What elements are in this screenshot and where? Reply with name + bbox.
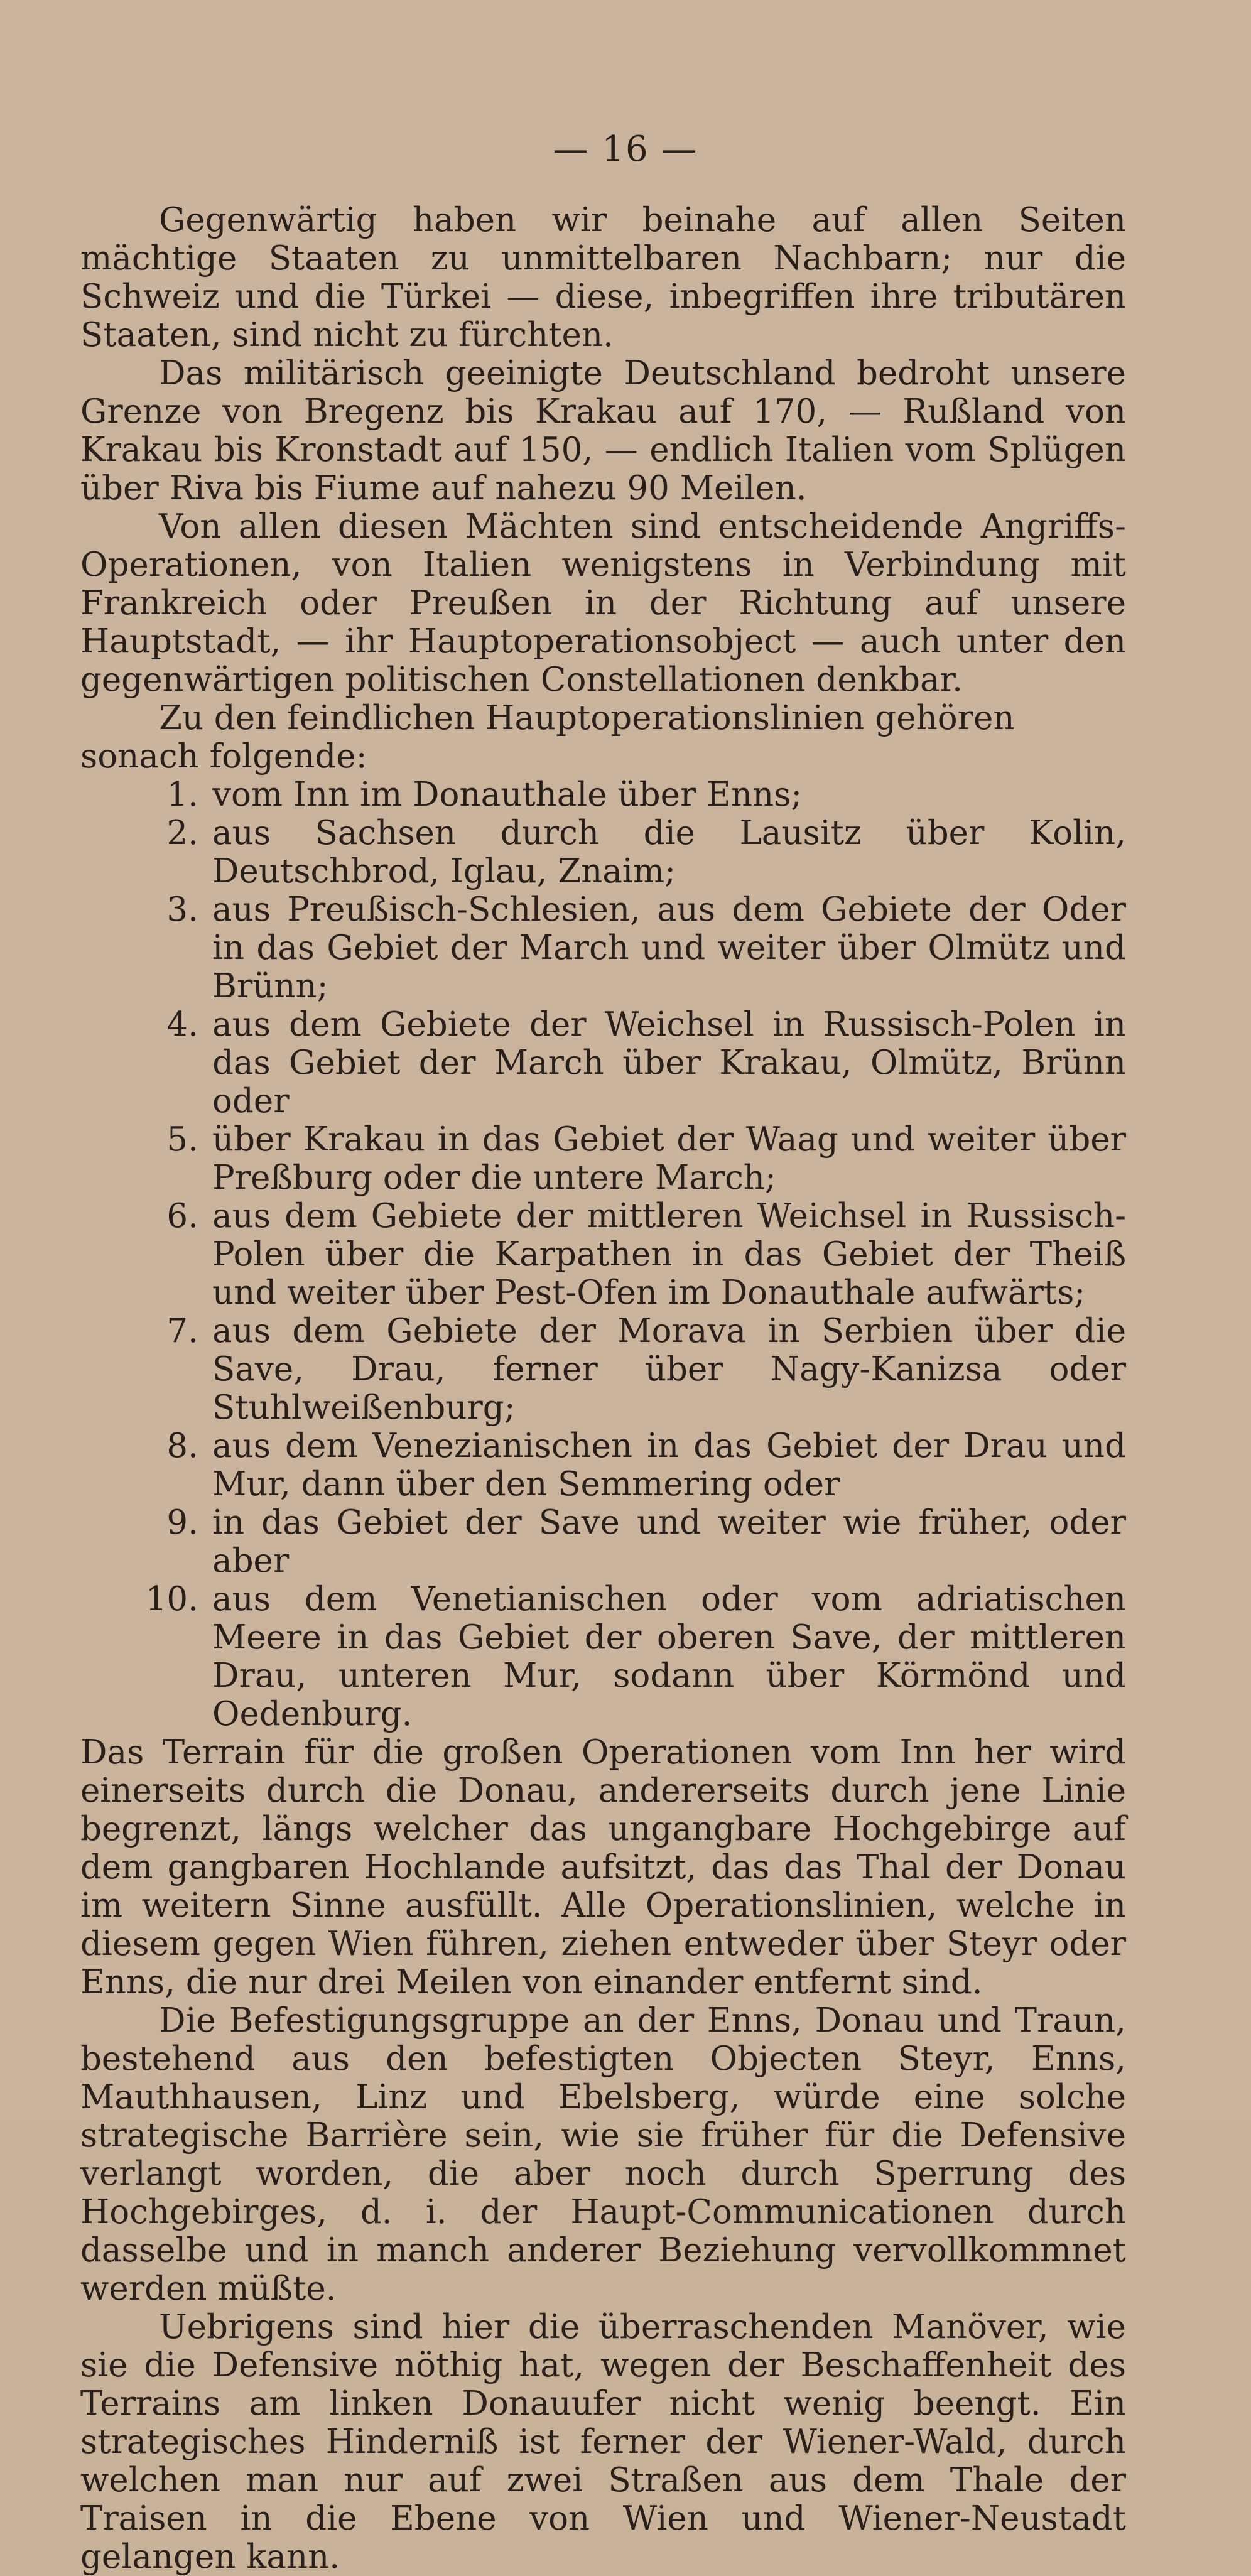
list-item-text: aus Preußisch-Schlesien, aus dem Gebiete der Oder in das Gebiet der March und weiter über Olmütz und Brünn; [212, 890, 1126, 1005]
list-item [80, 776, 1126, 814]
list-item-text: aus dem Gebiete der Morava in Serbien über die Save, Drau, ferner über Nagy-Kanizsa oder Stuhlweißenburg; [212, 1312, 1126, 1427]
list-item [80, 1120, 1126, 1197]
paragraph-fortifications: Die Befestigungsgruppe an der Enns, Donau und Traun, bestehend aus den befestigten Objecten Steyr, Enns, Mauthhausen, Linz und Ebelsberg, würde eine solche strategische Barrière sein, wie sie früher für die Defensive verlangt worden, die aber noch durch Sperrung des Hochgebirges, d. i. der Haupt-Communicationen durch dasselbe und in manch anderer Beziehung vervollkommnet werden müßte. [80, 2001, 1126, 2308]
paragraph-borders: Das militärisch geeinigte Deutschland bedroht unsere Grenze von Bregenz bis Krakau auf 170, — Rußland von Krakau bis Kronstadt auf 150, — endlich Italien vom Splügen über Riva bis Fiume auf nahezu 90 Meilen. [80, 354, 1126, 507]
list-item [80, 1197, 1126, 1312]
list-item-number: 3. [166, 890, 198, 929]
paragraph-neighbors: Gegenwärtig haben wir beinahe auf allen Seiten mächtige Staaten zu unmittelbaren Nachbarn; nur die Schweiz und die Türkei — diese, inbegriffen ihre tributären Staaten, sind nicht zu fürchten. [80, 201, 1126, 354]
list-item-number: 2. [166, 814, 198, 852]
list-item-text: über Krakau in das Gebiet der Waag und weiter über Preßburg oder die untere March; [212, 1120, 1126, 1197]
paragraph-manoeuvres: Uebrigens sind hier die überraschenden Manöver, wie sie die Defensive nöthig hat, wegen der Beschaffenheit des Terrains am linken Donauufer nicht wenig beengt. Ein strategisches Hinderniß ist ferner der Wiener-Wald, durch welchen man nur auf zwei Straßen aus dem Thale der Traisen in die Ebene von Wien und Wiener-Neustadt gelangen kann. [80, 2308, 1126, 2576]
list-item-text: in das Gebiet der Save und weiter wie früher, oder aber [212, 1503, 1126, 1580]
list-item-number: 4. [166, 1005, 198, 1044]
list-item [80, 1427, 1126, 1503]
list-item-text: aus Sachsen durch die Lausitz über Kolin, Deutschbrod, Iglau, Znaim; [212, 814, 1126, 890]
paragraph-attack-operations: Von allen diesen Mächten sind entscheidende Angriffs-Operationen, von Italien wenigstens in Verbindung mit Frankreich oder Preußen in der Richtung auf unsere Hauptstadt, — ihr Hauptoperationsobject — auch unter den gegenwärtigen politischen Constellationen denkbar. [80, 507, 1126, 699]
list-item [80, 1005, 1126, 1120]
list-item [80, 1503, 1126, 1580]
list-item-number: 6. [166, 1197, 198, 1235]
list-item-number: 7. [166, 1312, 198, 1350]
page-text [80, 201, 1126, 2576]
operation-lines-intro: Zu den feindlichen Hauptoperationslinien gehören sonach folgende: [80, 699, 1015, 776]
list-item [80, 814, 1126, 890]
list-item-number: 10. [145, 1580, 198, 1618]
list-item-text: aus dem Gebiete der Weichsel in Russisch-Polen in das Gebiet der March über Krakau, Olmütz, Brünn oder [212, 1005, 1126, 1120]
list-item [80, 1312, 1126, 1427]
list-item-text: aus dem Venetianischen oder vom adriatischen Meere in das Gebiet der oberen Save, der mittleren Drau, unteren Mur, sodann über Körmönd und Oedenburg. [212, 1580, 1126, 1733]
operation-lines-list [80, 776, 1126, 1733]
list-item-number: 5. [166, 1120, 198, 1159]
list-item [80, 890, 1126, 1005]
list-item-text: aus dem Gebiete der mittleren Weichsel in Russisch-Polen über die Karpathen in das Gebiet der Theiß und weiter über Pest-Ofen im Donauthale aufwärts; [212, 1197, 1126, 1312]
list-item-number: 9. [166, 1503, 198, 1542]
list-item-text: aus dem Venezianischen in das Gebiet der Drau und Mur, dann über den Semmering oder [212, 1427, 1126, 1503]
page-number: — 16 — [553, 129, 698, 170]
paragraph-terrain: Das Terrain für die großen Operationen vom Inn her wird einerseits durch die Donau, andererseits durch jene Linie begrenzt, längs welcher das ungangbare Hochgebirge auf dem gangbaren Hochlande aufsitzt, das das Thal der Donau im weitern Sinne ausfüllt. Alle Operationslinien, welche in diesem gegen Wien führen, ziehen entweder über Steyr oder Enns, die nur drei Meilen von einander entfernt sind. [80, 1733, 1126, 2001]
list-item-number: 8. [166, 1427, 198, 1465]
list-item-text: vom Inn im Donauthale über Enns; [212, 776, 803, 814]
list-item [80, 1580, 1126, 1733]
list-item-number: 1. [166, 776, 198, 814]
